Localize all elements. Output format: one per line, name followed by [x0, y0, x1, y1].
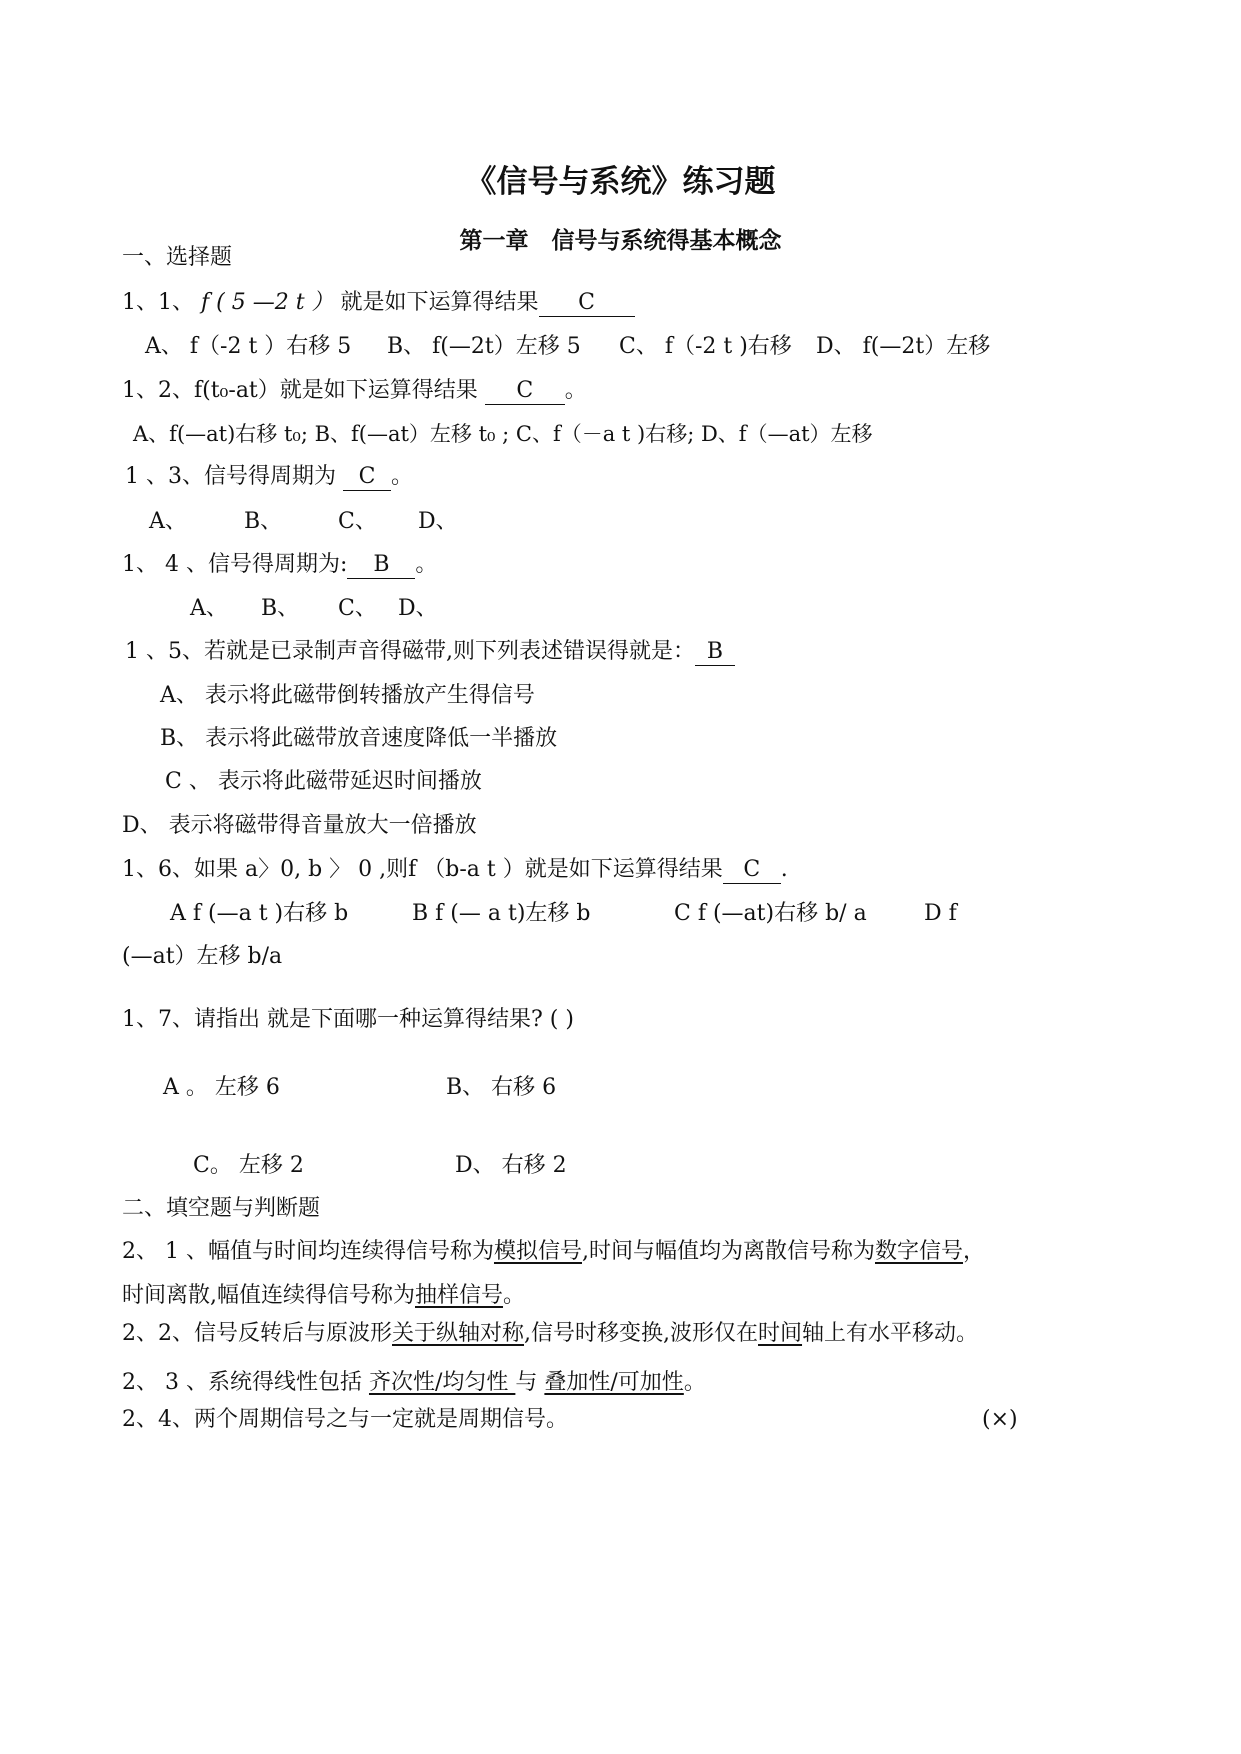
option-d: D f	[924, 901, 957, 926]
answer-underlined: 数字信号	[875, 1239, 964, 1264]
question-1-4	[122, 551, 437, 579]
question-1-6	[122, 856, 788, 884]
answer-underlined: 叠加性/可加性	[544, 1370, 684, 1395]
question-end: 。	[415, 552, 438, 577]
question-2-2	[122, 1320, 978, 1348]
question-1-2	[122, 377, 587, 405]
option-c: C、	[338, 596, 377, 621]
option-a: A、	[190, 596, 228, 621]
chapter-heading: 第一章 信号与系统得基本概念	[459, 227, 782, 254]
question-stem: 1、6、如果 a〉0, b 〉 0 ,则f （b-a t ）就是如下运算得结果	[122, 857, 723, 882]
answer-blank: C	[485, 378, 565, 405]
text: 2、 3 、系统得线性包括	[122, 1370, 369, 1395]
option-b: B、 表示将此磁带放音速度降低一半播放	[160, 726, 558, 751]
option-d: D、 表示将磁带得音量放大一倍播放	[122, 813, 477, 838]
true-false-mark: (×)	[982, 1407, 1018, 1432]
question-1-7: 1、7、请指出 就是下面哪一种运算得结果? ( )	[122, 1007, 574, 1032]
question-stem: 1 、3、信号得周期为	[125, 464, 336, 489]
answer-blank: B	[347, 552, 415, 579]
question-stem: 就是如下运算得结果	[340, 290, 539, 315]
answer-underlined: 关于纵轴对称	[392, 1321, 525, 1346]
option-c: C。 左移 2	[193, 1153, 304, 1178]
question-end: 。	[564, 378, 587, 403]
text: 。	[503, 1283, 526, 1308]
question-stem: 1、2、f(t₀-at）就是如下运算得结果	[122, 378, 478, 403]
text: 2、2、信号反转后与原波形	[122, 1321, 392, 1346]
option-a: A f (—a t )右移 b	[170, 901, 349, 926]
formula: f ( 5 —2 t ）	[201, 290, 334, 315]
text: ,信号时移变换,波形仅在	[524, 1321, 759, 1346]
question-2-1	[122, 1238, 985, 1266]
option-a: A 。 左移 6	[163, 1075, 280, 1100]
option-d: D、	[398, 596, 438, 621]
option-b: B、 右移 6	[446, 1075, 557, 1100]
question-end: .	[780, 857, 788, 882]
text: 轴上有水平移动。	[802, 1321, 979, 1346]
answer-blank: C	[539, 290, 635, 317]
answer-underlined: 齐次性/均匀性	[368, 1370, 516, 1395]
option-b: B f (— a t)左移 b	[412, 901, 591, 926]
option-c: C、 f（-2 t )右移	[619, 334, 792, 359]
answer-blank: C	[723, 857, 781, 884]
answer-underlined: 模拟信号	[493, 1239, 582, 1264]
section-heading-choice: 一、选择题	[122, 245, 233, 270]
answer-blank: B	[695, 639, 735, 666]
option-b: B、	[244, 509, 283, 534]
text: 。	[683, 1370, 706, 1395]
question-1-3	[125, 463, 413, 491]
answer-blank: C	[343, 464, 391, 491]
option-b: B、 f(—2t）左移 5	[387, 334, 581, 359]
text: ,时间与幅值均为离散信号称为	[582, 1239, 875, 1264]
question-stem: 1 、5、若就是已录制声音得磁带,则下列表述错误得就是：	[125, 639, 695, 664]
text: 时间离散,幅值连续得信号称为	[122, 1283, 415, 1308]
option-a: A、 f（-2 t ）右移 5	[145, 334, 352, 359]
question-1-1-options	[145, 333, 990, 361]
text: 2、 1 、幅值与时间均连续得信号称为	[122, 1239, 494, 1264]
text: 与	[515, 1370, 545, 1395]
page-title: 《信号与系统》练习题	[465, 164, 776, 200]
option-a: A、	[149, 509, 187, 534]
option-d: D、	[418, 509, 458, 534]
question-1-1	[122, 289, 635, 317]
option-d: D、 右移 2	[455, 1153, 567, 1178]
option-c: C、	[338, 509, 377, 534]
question-1-5	[125, 638, 735, 666]
question-stem: 1、 4 、信号得周期为:	[122, 552, 348, 577]
question-2-4: 2、4、两个周期信号之与一定就是周期信号。	[122, 1407, 568, 1432]
option-b: B、	[261, 596, 300, 621]
question-2-1-continued	[122, 1282, 525, 1310]
question-end: 。	[391, 464, 414, 489]
option-a: A、 表示将此磁带倒转播放产生得信号	[160, 683, 535, 708]
question-number: 1、1、	[122, 290, 194, 315]
answer-underlined: 时间	[758, 1321, 803, 1346]
answer-underlined: 抽样信号	[415, 1283, 504, 1308]
option-d: D、 f(—2t）左移	[816, 334, 991, 359]
question-1-2-options: A、f(—at)右移 t₀; B、f(—at）左移 t₀ ; C、f（－a t )右移; D、f（—at）左移	[133, 422, 873, 446]
text: ，	[963, 1239, 986, 1264]
option-c: C 、 表示将此磁带延迟时间播放	[165, 769, 482, 794]
section-heading-fill: 二、填空题与判断题	[122, 1196, 321, 1221]
option-c: C f (—at)右移 b/ a	[674, 901, 867, 926]
question-2-3	[122, 1369, 706, 1397]
option-d-continued: (—at）左移 b/a	[122, 944, 283, 969]
